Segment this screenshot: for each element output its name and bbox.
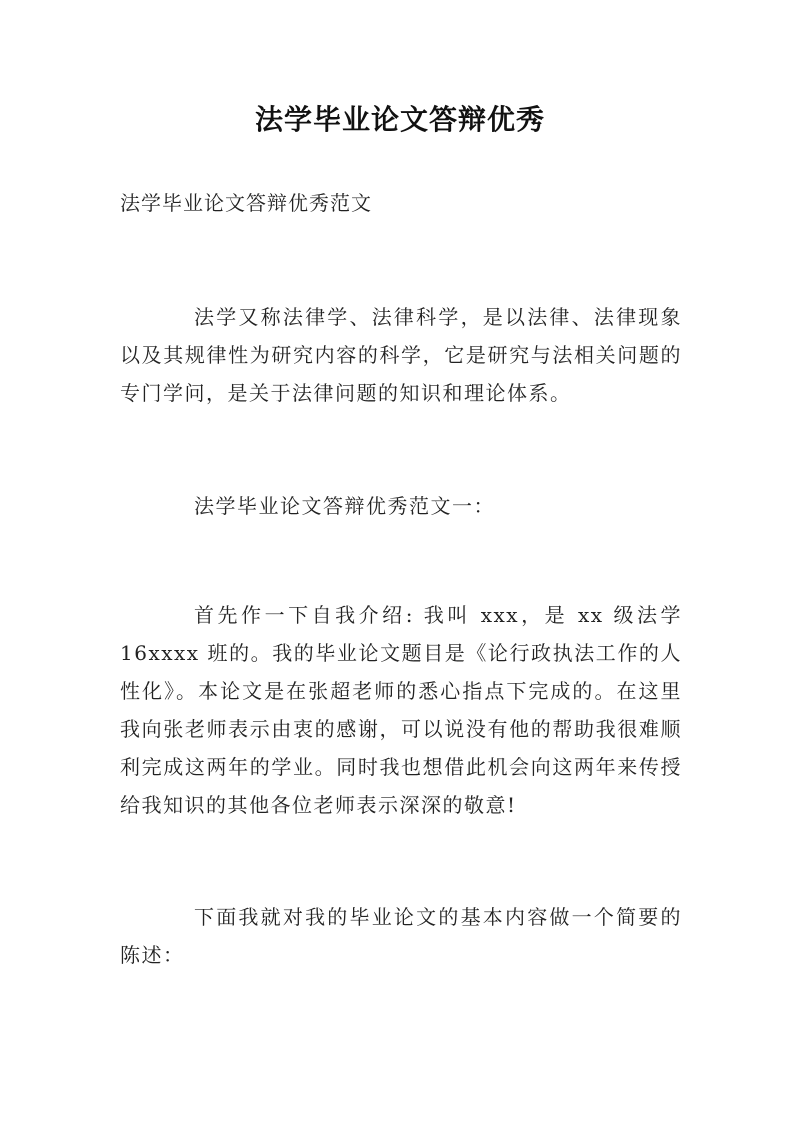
document-subtitle: 法学毕业论文答辩优秀范文 [120,191,372,215]
paragraph-self-introduction: 首先作一下自我介绍: 我叫 xxx，是 xx 级法学 16xxxx 班的。我的毕业论文题目是《论行政执法工作的人性化》。本论文是在张超老师的悉心指点下完成的。在这里我向张老师表示由衷的感谢，可以说没有他的帮助我很难顺利完成这两年的学业。同时我也想借此机会向这两年来传授给我知识的其他各位老师表示深深的敬意! [120,603,682,817]
paragraph-intro: 法学又称法律学、法律科学，是以法律、法律现象以及其规律性为研究内容的科学，它是研究与法相关问题的专门学问，是关于法律问题的知识和理论体系。 [120,305,682,405]
document-title: 法学毕业论文答辩优秀 [254,103,545,136]
paragraph-statement: 下面我就对我的毕业论文的基本内容做一个简要的陈述： [120,905,682,967]
paragraph-sample-heading: 法学毕业论文答辩优秀范文一： [194,494,495,518]
